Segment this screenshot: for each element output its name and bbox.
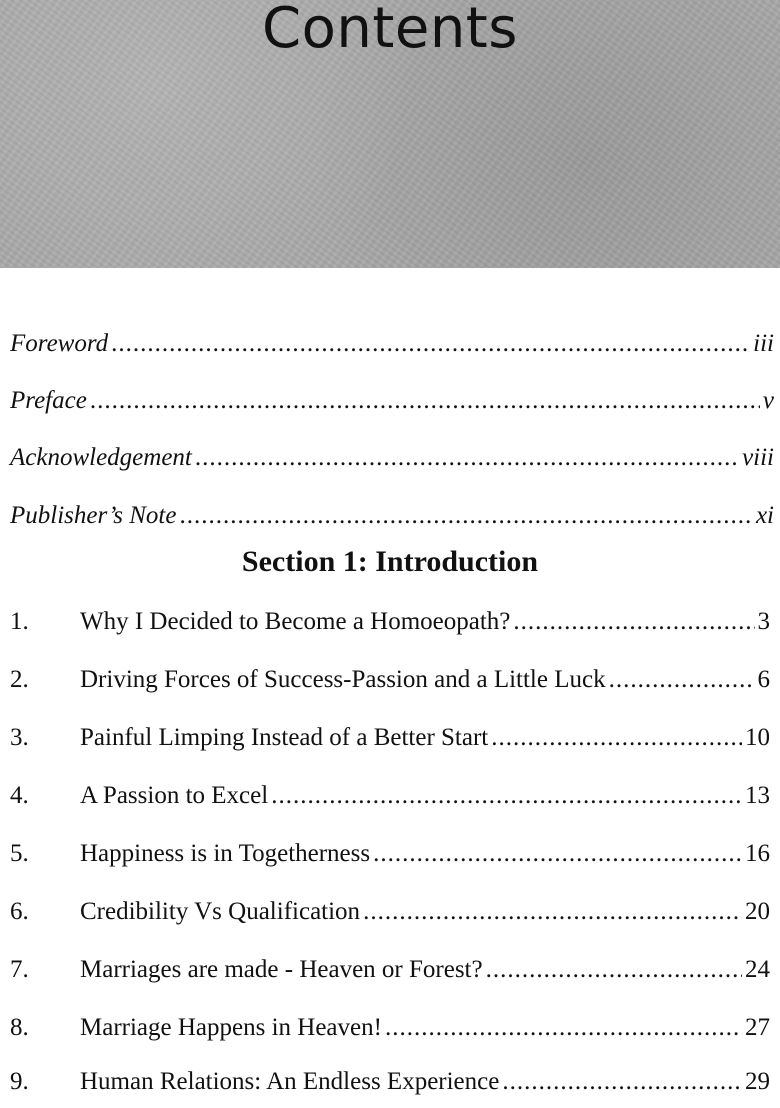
- chapter-number: 5.: [10, 840, 29, 867]
- chapter-page: 16: [745, 840, 770, 867]
- chapter-page: 3: [757, 608, 770, 635]
- chapter-title: Happiness is in Togetherness: [80, 840, 371, 867]
- dot-leader: [609, 666, 755, 694]
- toc-entry-page: viii: [742, 444, 774, 471]
- chapter-number: 3.: [10, 724, 29, 751]
- dot-leader: [90, 387, 760, 415]
- chapter-number: 1.: [10, 608, 29, 635]
- chapter-number: 4.: [10, 782, 29, 809]
- chapter-page: 24: [745, 956, 770, 983]
- page-title: Contents: [262, 0, 518, 61]
- chapter-title: Why I Decided to Become a Homoeopath?: [80, 608, 511, 635]
- toc-entry-acknowledgement: [10, 444, 774, 480]
- chapter-title: Painful Limping Instead of a Better Start: [80, 724, 489, 751]
- chapter-number: 2.: [10, 666, 29, 693]
- chapter-title: A Passion to Excel: [80, 782, 269, 809]
- toc-entry-page: iii: [753, 330, 774, 357]
- chapter-page: 6: [757, 666, 770, 693]
- chapter-entry-5: [10, 840, 770, 876]
- chapter-entry-3: [10, 724, 770, 760]
- toc-entry-preface: [10, 387, 774, 423]
- toc-entry-page: v: [762, 387, 774, 414]
- dot-leader: [111, 330, 750, 358]
- chapter-page: 20: [745, 898, 770, 925]
- dot-leader: [179, 502, 753, 530]
- chapter-title: Marriages are made - Heaven or Forest?: [80, 956, 483, 983]
- chapter-entry-2: [10, 666, 770, 702]
- chapter-number: 6.: [10, 898, 29, 925]
- dot-leader: [513, 608, 754, 636]
- chapter-entry-9: [10, 1068, 770, 1104]
- dot-leader: [486, 956, 742, 984]
- chapter-title: Driving Forces of Success-Passion and a Little Luck: [80, 666, 606, 693]
- toc-entry-publishers-note: [10, 502, 774, 538]
- chapter-title: Human Relations: An Endless Experience: [80, 1068, 500, 1095]
- toc-entry-label: Preface: [10, 387, 87, 414]
- dot-leader: [271, 782, 742, 810]
- chapter-page: 27: [745, 1014, 770, 1041]
- chapter-page: 13: [745, 782, 770, 809]
- toc-entry-label: Publisher’s Note: [10, 502, 177, 529]
- chapter-number: 7.: [10, 956, 29, 983]
- chapter-number: 9.: [10, 1068, 29, 1095]
- chapter-page: 29: [745, 1068, 770, 1095]
- toc-entry-foreword: [10, 330, 774, 366]
- dot-leader: [491, 724, 742, 752]
- toc-entry-label: Foreword: [10, 330, 109, 357]
- chapter-entry-6: [10, 898, 770, 934]
- toc-entry-page: xi: [755, 502, 774, 529]
- toc-entry-label: Acknowledgement: [10, 444, 192, 471]
- dot-leader: [373, 840, 742, 868]
- dot-leader: [195, 444, 739, 472]
- chapter-entry-7: [10, 956, 770, 992]
- chapter-entry-8: [10, 1014, 770, 1050]
- chapter-page: 10: [745, 724, 770, 751]
- dot-leader: [385, 1014, 742, 1042]
- dot-leader: [502, 1068, 742, 1096]
- chapter-title: Marriage Happens in Heaven!: [80, 1014, 382, 1041]
- chapter-entry-4: [10, 782, 770, 818]
- header-banner: [0, 0, 780, 268]
- section-heading: Section 1: Introduction: [241, 545, 539, 578]
- dot-leader: [363, 898, 742, 926]
- chapter-title: Credibility Vs Qualification: [80, 898, 361, 925]
- chapter-entry-1: [10, 608, 770, 644]
- chapter-number: 8.: [10, 1014, 29, 1041]
